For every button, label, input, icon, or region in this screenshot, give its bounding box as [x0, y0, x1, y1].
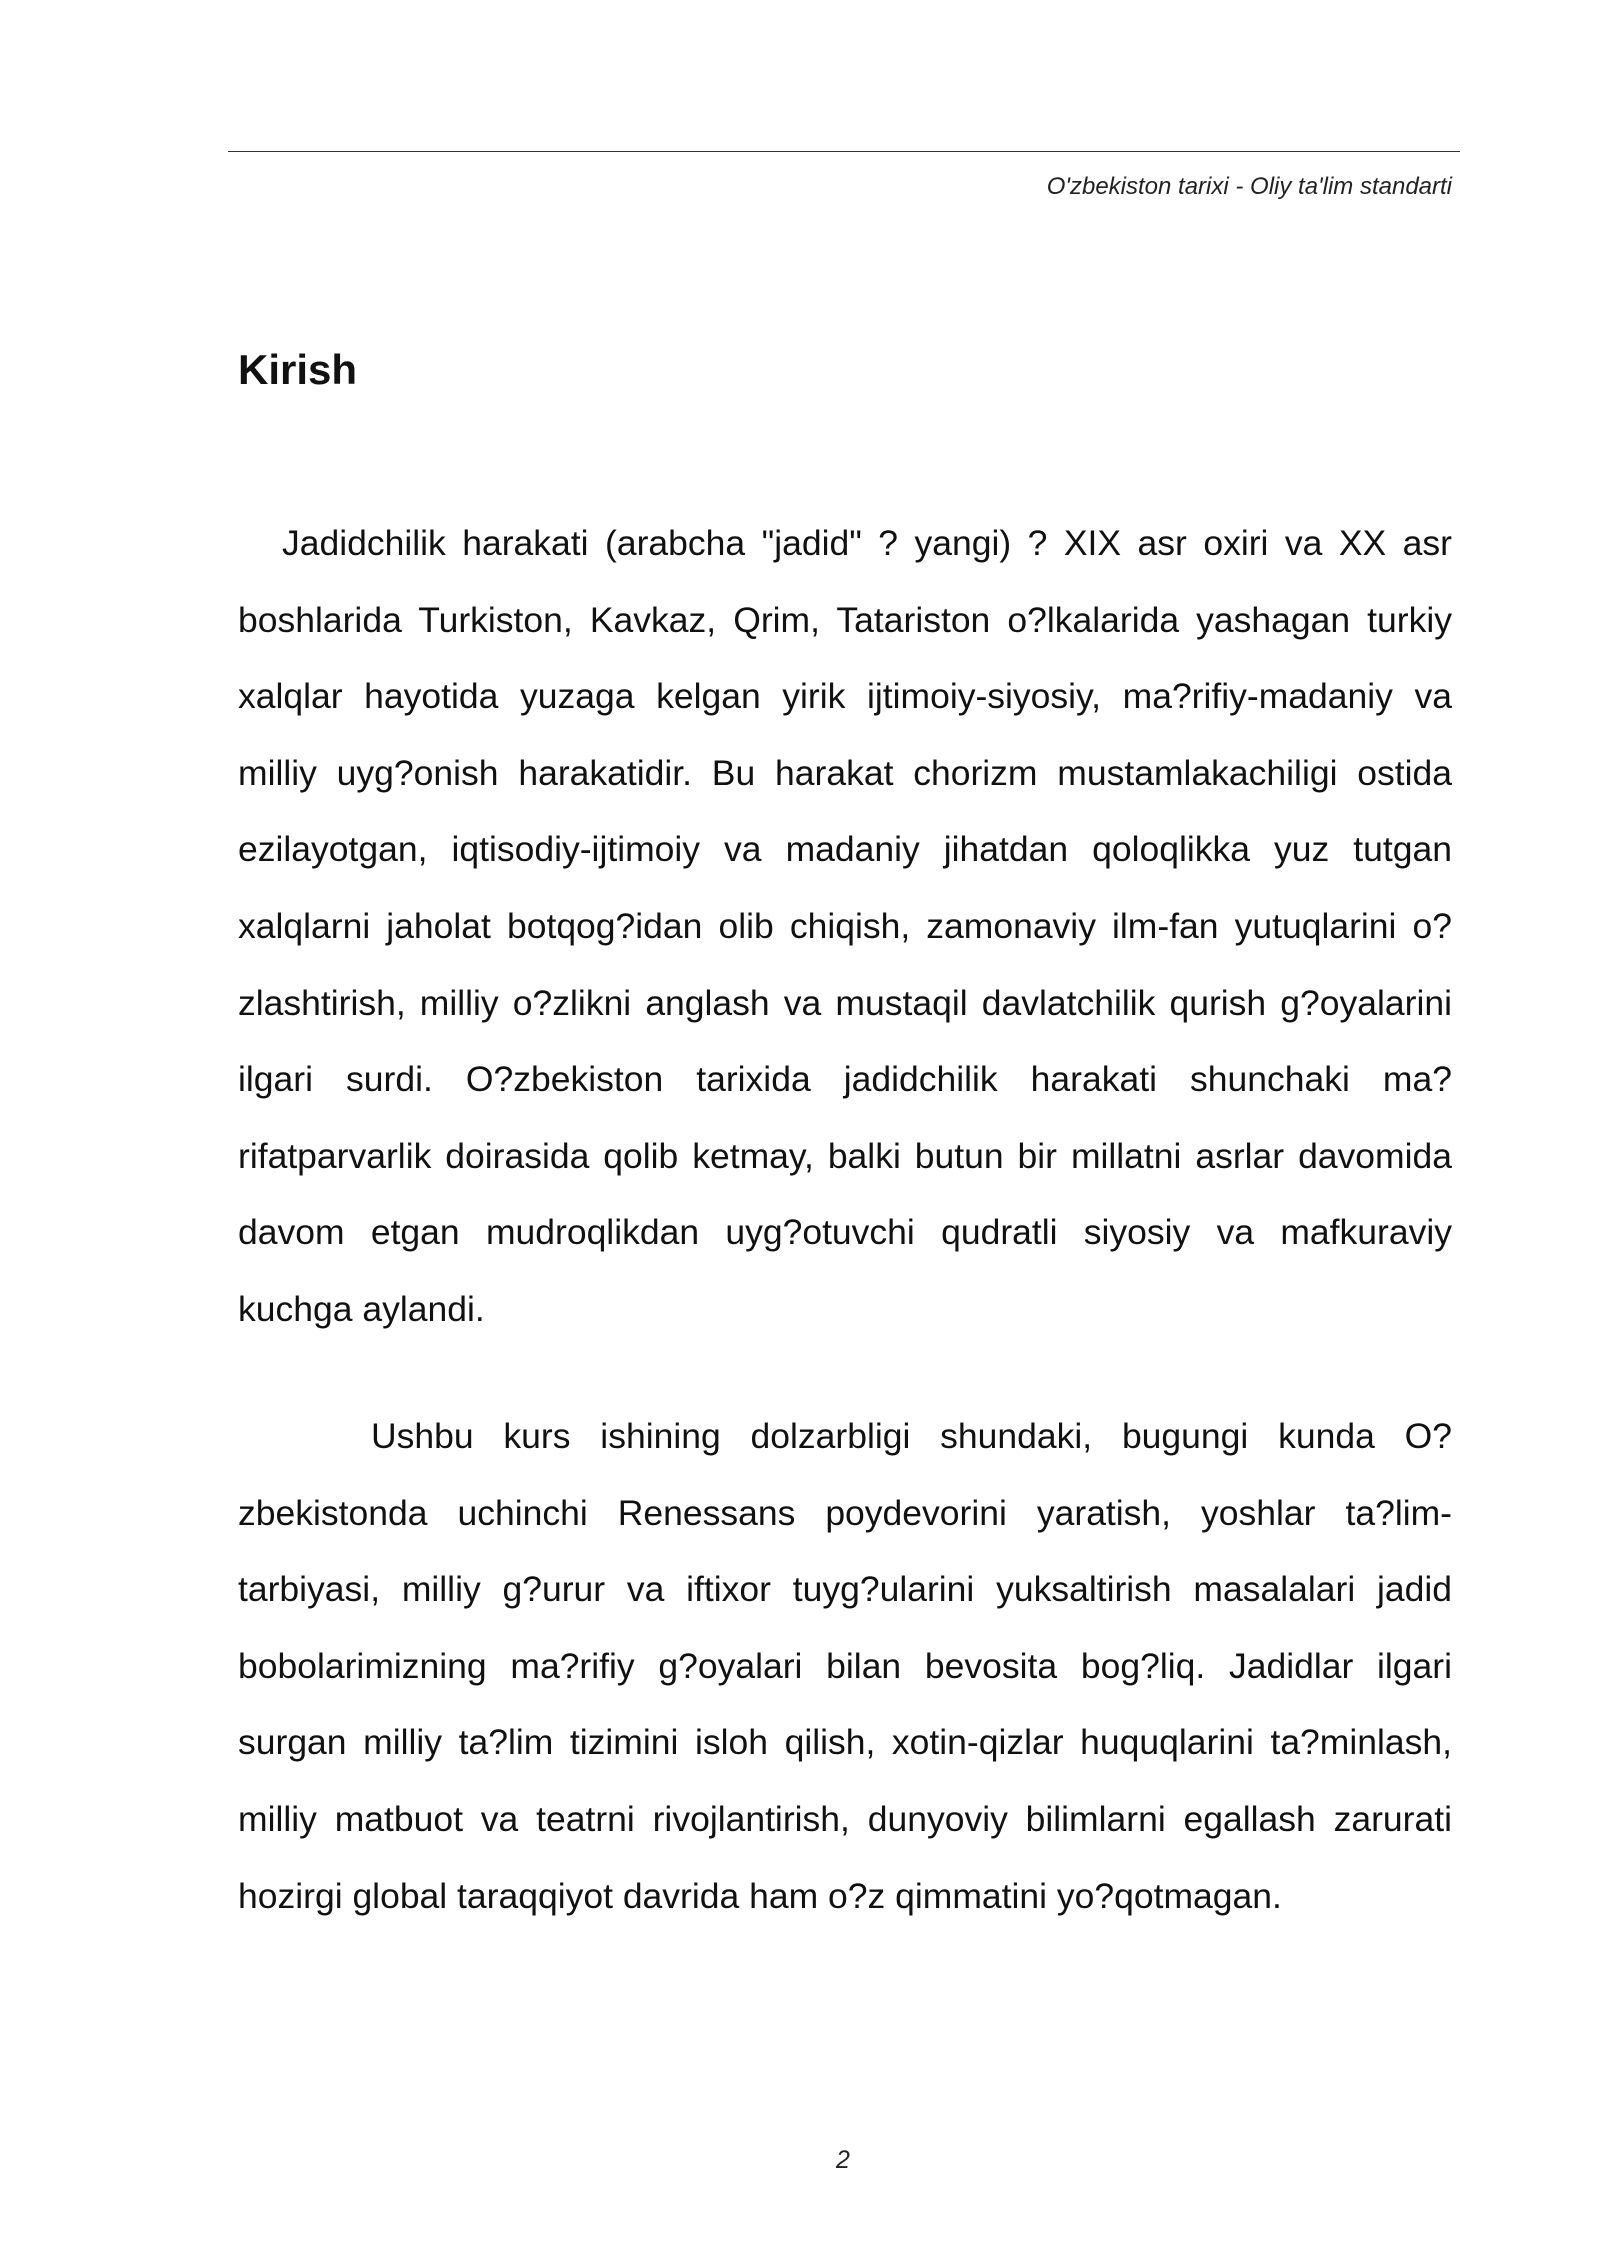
- page-number: 2: [836, 2146, 850, 2174]
- section-title: Kirish: [238, 346, 358, 393]
- paragraph-introduction: Jadidchilik harakati (arabcha "jadid" ? yangi) ? XIX asr oxiri va XX asr boshlarida Turkiston, Kavkaz, Qrim, Tatariston o?lkalarida yashagan turkiy xalqlar hayotida yuzaga kelgan yirik ijtimoiy-siyosiy, ma?rifiy-madaniy va milliy uyg?onish harakatidir. Bu harakat chorizm mustamlakachiligi ostida ezilayotgan, iqtisodiy-ijtimoiy va madaniy jihatdan qoloqlikka yuz tutgan xalqlarni jaholat botqog?idan olib chiqish, zamonaviy ilm-fan yutuqlarini o?zlashtirish, milliy o?zlikni anglash va mustaqil davlatchilik qurish g?oyalarini ilgari surdi. O?zbekiston tarixida jadidchilik harakati shunchaki ma?rifatparvarlik doirasida qolib ketmay, balki butun bir millatni asrlar davomida davom etgan mudroqlikdan uyg?otuvchi qudratli siyosiy va mafkuraviy kuchga aylandi.: [238, 523, 1452, 1329]
- running-header: O'zbekiston tarixi - Oliy ta'lim standarti: [1046, 173, 1452, 200]
- header-rule: [228, 151, 1460, 152]
- paragraph-relevance: Ushbu kurs ishining dolzarbligi shundaki, bugungi kunda O?zbekistonda uchinchi Renessans poydevorini yaratish, yoshlar ta?lim-tarbiyasi, milliy g?urur va iftixor tuyg?ularini yuksaltirish masalalari jadid bobolarimizning ma?rifiy g?oyalari bilan bevosita bog?liq. Jadidlar ilgari surgan milliy ta?lim tizimini isloh qilish, xotin-qizlar huquqlarini ta?minlash, milliy matbuot va teatrni rivojlantirish, dunyoviy bilimlarni egallash zarurati hozirgi global taraqqiyot davrida ham o?z qimmatini yo?qotmagan.: [238, 1416, 1452, 1916]
